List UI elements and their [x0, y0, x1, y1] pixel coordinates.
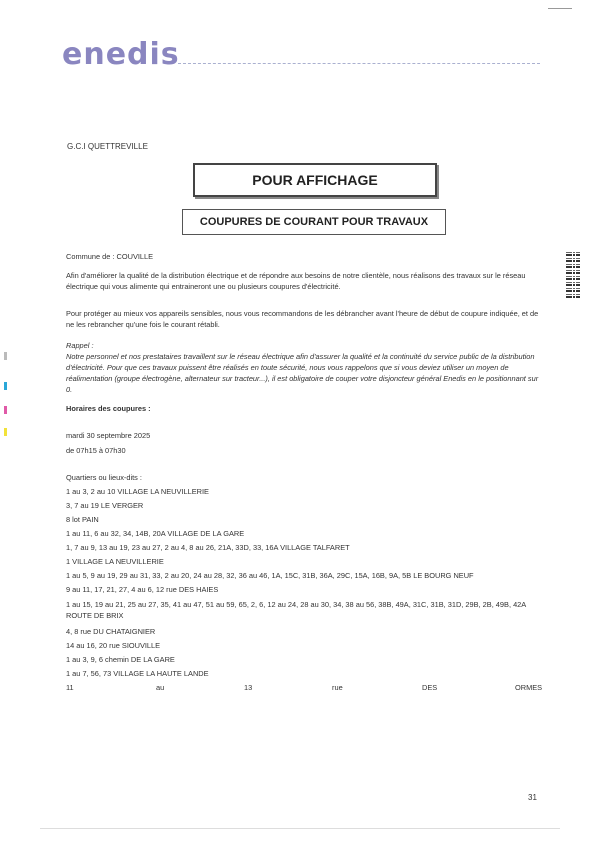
address-line: 1 au 3, 2 au 10 VILLAGE LA NEUVILLERIE	[66, 487, 209, 496]
address-line: 1 au 7, 56, 73 VILLAGE LA HAUTE LANDE	[66, 669, 209, 678]
last-line-word: 13	[244, 683, 253, 692]
scan-mark	[548, 8, 572, 9]
address-line: 1 au 3, 9, 6 chemin DE LA GARE	[66, 655, 175, 664]
coupure-time: de 07h15 à 07h30	[66, 446, 126, 455]
rappel-label: Rappel :	[66, 341, 94, 350]
qr-code-overlay	[570, 250, 578, 298]
address-line: 14 au 16, 20 rue SIOUVILLE	[66, 641, 161, 650]
address-line: 9 au 11, 17, 21, 27, 4 au 6, 12 rue DES HAIES	[66, 585, 219, 594]
last-line-word: au	[156, 683, 165, 692]
rappel-paragraph: Notre personnel et nos prestataires travaillent sur le réseau électrique afin d'assurer la qualité et la continuité du service public de la distribution d'électricité. Pour que ces travaux puissent être réalisés en toute sécurité, nous vous rappelons que si vous deviez utiliser un moyen de réalimentation (groupe électrogène, alternateur sur tracteur...), il est obligatoire de couper votre disjoncteur général Enedis en le positionnant sur 0.	[66, 352, 539, 394]
print-mark-magenta	[4, 406, 7, 414]
address-line: 1 VILLAGE LA NEUVILLERIE	[66, 557, 164, 566]
last-line-word: DES	[422, 683, 438, 692]
print-mark	[4, 352, 7, 360]
protect-paragraph: Pour protéger au mieux vos appareils sensibles, nous vous recommandons de les débrancher avant l'heure de début de coupure indiquée, et de ne les rebrancher qu'une fois le courant rétabli.	[66, 309, 539, 329]
intro-paragraph: Afin d'améliorer la qualité de la distribution électrique et de répondre aux besoins de notre clientèle, nous réalisons des travaux sur le réseau électrique qui vous alimente qui entraineront une ou plusieurs coupures d'électricité.	[66, 271, 526, 291]
pour-affichage-title: POUR AFFICHAGE	[193, 163, 437, 197]
last-line-word: rue	[332, 683, 343, 692]
print-mark-cyan	[4, 382, 7, 390]
address-line: 4, 8 rue DU CHATAIGNIER	[66, 627, 156, 636]
last-line-word: ORMES	[515, 683, 543, 692]
enedis-logo: enedis	[62, 37, 180, 72]
address-line: 1 au 15, 19 au 21, 25 au 27, 35, 41 au 47, 51 au 59, 65, 2, 6, 12 au 24, 28 au 30, 34, 38 au 56, 38B, 49A, 31C, 31B, 31D, 29B, 2B, 49B, 42A ROUTE DE BRIX	[66, 600, 526, 620]
quartiers-label: Quartiers ou lieux-dits :	[66, 473, 142, 482]
horaires-label: Horaires des coupures :	[66, 404, 151, 413]
coupure-date: mardi 30 septembre 2025	[66, 431, 151, 440]
header-divider	[178, 63, 540, 64]
footer-divider	[40, 828, 560, 829]
coupures-subtitle: COUPURES DE COURANT POUR TRAVAUX	[182, 209, 446, 235]
address-line: 1 au 11, 6 au 32, 34, 14B, 20A VILLAGE DE LA GARE	[66, 529, 245, 538]
reference-text: G.C.I QUETTREVILLE	[67, 142, 148, 151]
print-mark-yellow	[4, 428, 7, 436]
commune-line: Commune de : COUVILLE	[66, 252, 154, 261]
address-line: 1, 7 au 9, 13 au 19, 23 au 27, 2 au 4, 8 au 26, 21A, 33D, 33, 16A VILLAGE TALFARET	[66, 543, 350, 552]
page-number: 31	[528, 793, 537, 802]
address-line: 1 au 5, 9 au 19, 29 au 31, 33, 2 au 20, 24 au 28, 32, 36 au 46, 1A, 15C, 31B, 36A, 29C, 15A, 16B, 9A, 5B LE BOURG NEUF	[66, 571, 474, 580]
address-line: 3, 7 au 19 LE VERGER	[66, 501, 144, 510]
last-line-word: 11	[66, 683, 74, 692]
address-line: 8 lot PAIN	[66, 515, 99, 524]
